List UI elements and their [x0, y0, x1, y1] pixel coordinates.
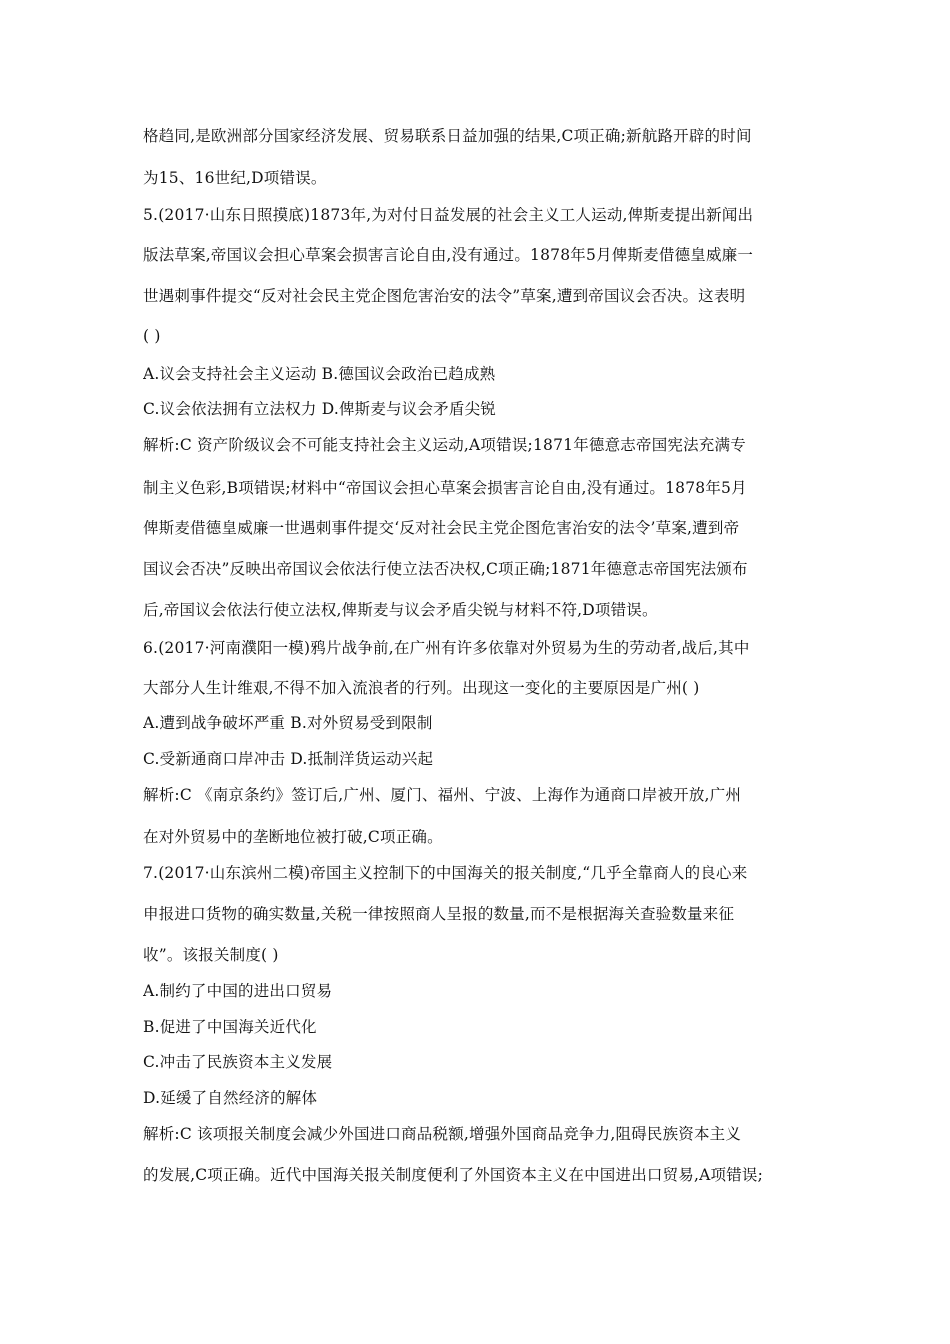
analysis-7: 解析:C 该项报关制度会减少外国进口商品税额,增强外国商品竞争力,阻碍民族资本主义 — [143, 1125, 742, 1143]
text-line: 申报进口货物的确实数量,关税一律按照商人呈报的数量,而不是根据海关查验数量来征 — [143, 905, 735, 923]
option-line: D.延缓了自然经济的解体 — [143, 1089, 318, 1107]
option-line: C.受新通商口岸冲击 D.抵制洋货运动兴起 — [143, 750, 434, 768]
text-line: 国议会否决”反映出帝国议会依法行使立法否决权,C项正确;1871年德意志帝国宪法颁布 — [143, 560, 748, 578]
option-line: A.遭到战争破坏严重 B.对外贸易受到限制 — [143, 714, 433, 732]
option-line: A.制约了中国的进出口贸易 — [143, 982, 333, 1000]
analysis-5: 解析:C 资产阶级议会不可能支持社会主义运动,A项错误;1871年德意志帝国宪法充满专 — [143, 436, 746, 454]
option-line: C.冲击了民族资本主义发展 — [143, 1053, 333, 1071]
text-line: 版法草案,帝国议会担心草案会损害言论自由,没有通过。1878年5月俾斯麦借德皇威廉一 — [143, 246, 754, 264]
analysis-6: 解析:C 《南京条约》签订后,广州、厦门、福州、宁波、上海作为通商口岸被开放,广州 — [143, 786, 742, 804]
text-line: 制主义色彩,B项错误;材料中“帝国议会担心草案会损害言论自由,没有通过。1878年5月 — [143, 479, 747, 497]
text-line: 世遇刺事件提交“反对社会民主党企图危害治安的法令”草案,遭到帝国议会否决。这表明 — [143, 287, 746, 305]
question-7-stem: 7.(2017·山东滨州二模)帝国主义控制下的中国海关的报关制度,“几乎全靠商人的良心来 — [143, 864, 748, 882]
answer-blank: ( ) — [143, 327, 161, 345]
option-line: B.促进了中国海关近代化 — [143, 1018, 317, 1036]
text-line: 格趋同,是欧洲部分国家经济发展、贸易联系日益加强的结果,C项正确;新航路开辟的时间 — [143, 127, 752, 145]
option-line: C.议会依法拥有立法权力 D.俾斯麦与议会矛盾尖锐 — [143, 400, 496, 418]
text-line: 为15、16世纪,D项错误。 — [143, 169, 327, 187]
text-line: 后,帝国议会依法行使立法权,俾斯麦与议会矛盾尖锐与材料不符,D项错误。 — [143, 601, 658, 619]
question-6-stem: 6.(2017·河南濮阳一模)鸦片战争前,在广州有许多依靠对外贸易为生的劳动者,战后,其中 — [143, 639, 750, 657]
text-line: 大部分人生计维艰,不得不加入流浪者的行列。出现这一变化的主要原因是广州( ) — [143, 679, 700, 697]
text-line: 在对外贸易中的垄断地位被打破,C项正确。 — [143, 828, 443, 846]
text-line: 的发展,C项正确。近代中国海关报关制度便利了外国资本主义在中国进出口贸易,A项错误; — [143, 1166, 764, 1184]
question-5-stem: 5.(2017·山东日照摸底)1873年,为对付日益发展的社会主义工人运动,俾斯麦提出新闻出 — [143, 206, 754, 224]
text-line: 俾斯麦借德皇威廉一世遇刺事件提交‘反对社会民主党企图危害治安的法令’草案,遭到帝 — [143, 519, 740, 537]
text-line: 收”。该报关制度( ) — [143, 946, 279, 964]
option-line: A.议会支持社会主义运动 B.德国议会政治已趋成熟 — [143, 365, 496, 383]
